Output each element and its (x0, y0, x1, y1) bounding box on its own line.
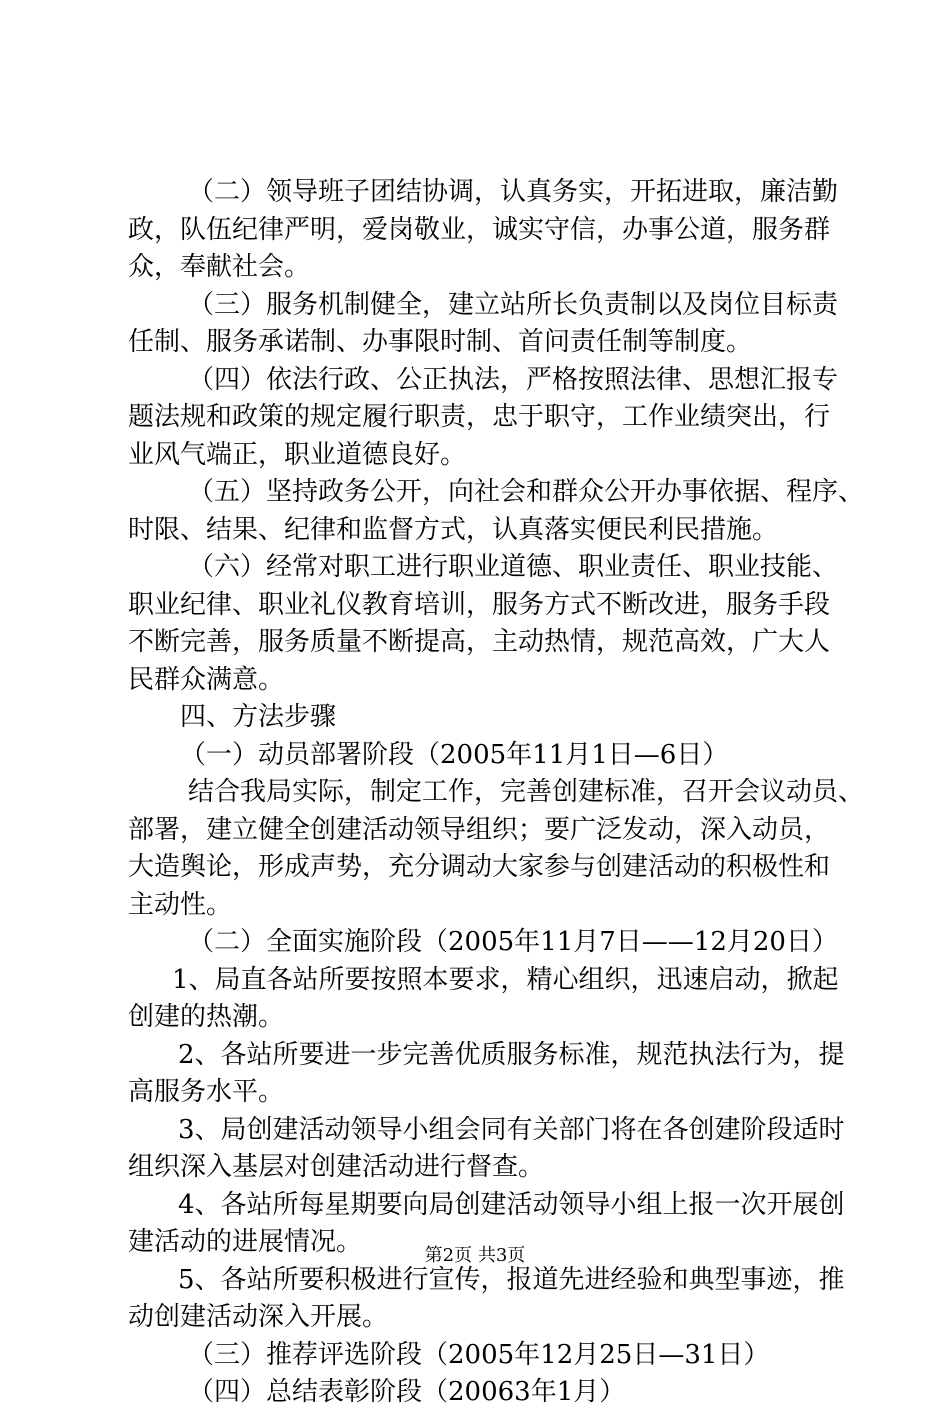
text-line: 2、各站所要进一步完善优质服务标准，规范执法行为，提 (178, 1039, 845, 1070)
text-line: 组织深入基层对创建活动进行督查。 (128, 1152, 545, 1182)
text-line: （三）服务机制健全，建立站所长负责制以及岗位目标责 (188, 289, 839, 320)
text-line: 高服务水平。 (128, 1077, 285, 1107)
text-line: 主动性。 (128, 889, 233, 920)
paragraph (128, 474, 865, 549)
text-line: （四）依法行政、公正执法，严格按照法律、思想汇报专 (188, 364, 839, 395)
text-line: （六）经常对职工进行职业道德、职业责任、职业技能、 (188, 552, 839, 582)
paragraph (128, 737, 832, 775)
document-body (128, 174, 865, 1412)
text-line: （一）动员部署阶段（2005年11月1日—6日） (180, 739, 729, 770)
text-line: 任制、服务承诺制、办事限时制、首问责任制等制度。 (128, 327, 753, 357)
text-line: （三）推荐评选阶段（2005年12月25日—31日） (188, 1339, 770, 1370)
text-line: 4、各站所每星期要向局创建活动领导小组上报一次开展创 (178, 1189, 845, 1220)
text-line: 3、局创建活动领导小组会同有关部门将在各创建阶段适时 (178, 1114, 845, 1145)
text-line: 四、方法步骤 (180, 702, 337, 732)
paragraph (128, 287, 839, 362)
text-line: 结合我局实际，制定工作，完善创建标准，召开会议动员、 (188, 777, 865, 807)
text-line: （二）全面实施阶段（2005年11月7日——12月20日） (188, 927, 838, 957)
paragraph (128, 962, 839, 1037)
text-line: 政，队伍纪律严明，爱岗敬业，诚实守信，办事公道，服务群 (128, 214, 831, 245)
paragraph (128, 1112, 845, 1187)
paragraph (128, 549, 839, 699)
text-line: 众，奉献社会。 (128, 252, 311, 282)
paragraph (128, 1374, 832, 1412)
text-line: （五）坚持政务公开，向社会和群众公开办事依据、程序、 (188, 477, 865, 507)
paragraph (128, 1037, 845, 1112)
text-line: 业风气端正，职业道德良好。 (128, 439, 467, 470)
text-line: 创建的热潮。 (128, 1002, 285, 1032)
text-line: 部署，建立健全创建活动领导组织；要广泛发动，深入动员， (128, 814, 831, 845)
paragraph (128, 924, 838, 962)
text-line: 职业纪律、职业礼仪教育培训，服务方式不断改进，服务手段 (128, 589, 831, 620)
text-line: （二）领导班子团结协调，认真务实，开拓进取，廉洁勤 (188, 177, 839, 207)
paragraph (128, 1262, 845, 1337)
text-line: 题法规和政策的规定履行职责，忠于职守，工作业绩突出，行 (128, 402, 831, 432)
paragraph (128, 174, 839, 287)
paragraph (128, 774, 865, 924)
text-line: 建活动的进展情况。 (128, 1227, 363, 1257)
paragraph (128, 1337, 832, 1375)
text-line: 大造舆论，形成声势，充分调动大家参与创建活动的积极性和 (128, 852, 831, 882)
text-line: 5、各站所要积极进行宣传，报道先进经验和典型事迹，推 (178, 1264, 845, 1295)
paragraph (128, 699, 832, 737)
text-line: 时限、结果、纪律和监督方式，认真落实便民利民措施。 (128, 514, 779, 545)
paragraph (128, 362, 839, 475)
text-line: 不断完善，服务质量不断提高，主动热情，规范高效，广大人 (128, 627, 831, 657)
text-line: 动创建活动深入开展。 (128, 1302, 389, 1332)
text-line: （四）总结表彰阶段（20063年1月） (188, 1377, 626, 1407)
text-line: 民群众满意。 (128, 664, 285, 695)
page-footer: 第2页 共3页 (424, 1245, 526, 1266)
text-line: 1、局直各站所要按照本要求，精心组织，迅速启动，掀起 (172, 964, 839, 995)
